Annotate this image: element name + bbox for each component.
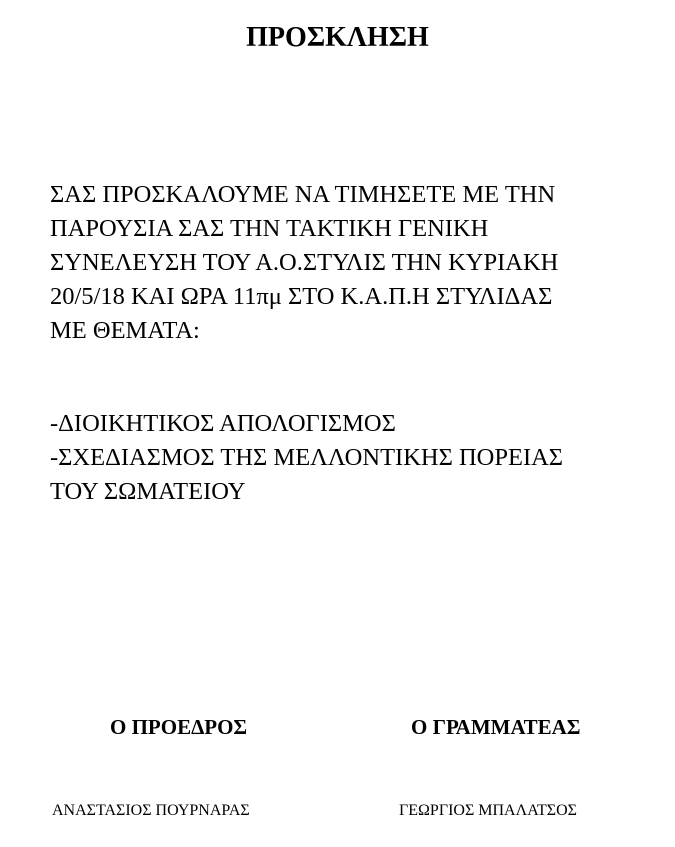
topic-line: -ΣΧΕΔΙΑΣΜΟΣ ΤΗΣ ΜΕΛΛΟΝΤΙΚΗΣ ΠΟΡΕΙΑΣ: [50, 444, 564, 471]
document-title: ΠΡΟΣΚΛΗΣΗ: [246, 22, 429, 53]
agenda-topics: [50, 407, 660, 509]
topic-line: ΤΟΥ ΣΩΜΑΤΕΙΟΥ: [50, 478, 246, 505]
president-name: ΑΝΑΣΤΑΣΙΟΣ ΠΟΥΡΝΑΡΑΣ: [52, 802, 250, 819]
body-line: ΣΥΝΕΛΕΥΣΗ ΤΟΥ Α.Ο.ΣΤΥΛΙΣ ΤΗΝ ΚΥΡΙΑΚΗ: [50, 249, 559, 276]
body-line: ΜΕ ΘΕΜΑΤΑ:: [50, 317, 200, 344]
body-line: 20/5/18 ΚΑΙ ΩΡΑ 11πμ ΣΤΟ Κ.Α.Π.Η ΣΤΥΛΙΔΑΣ: [50, 283, 553, 310]
secretary-name: ΓΕΩΡΓΙΟΣ ΜΠΑΛΑΤΣΟΣ: [399, 802, 577, 819]
president-role: Ο ΠΡΟΕΔΡΟΣ: [110, 715, 248, 739]
body-line: ΣΑΣ ΠΡΟΣΚΑΛΟΥΜΕ ΝΑ ΤΙΜΗΣΕΤΕ ΜΕ ΤΗΝ: [50, 181, 556, 208]
topic-line: -ΔΙΟΙΚΗΤΙΚΟΣ ΑΠΟΛΟΓΙΣΜΟΣ: [50, 410, 396, 437]
secretary-role: Ο ΓΡΑΜΜΑΤΕΑΣ: [411, 715, 581, 739]
body-line: ΠΑΡΟΥΣΙΑ ΣΑΣ ΤΗΝ ΤΑΚΤΙΚΗ ΓΕΝΙΚΗ: [50, 215, 489, 242]
invitation-body: [50, 178, 660, 348]
